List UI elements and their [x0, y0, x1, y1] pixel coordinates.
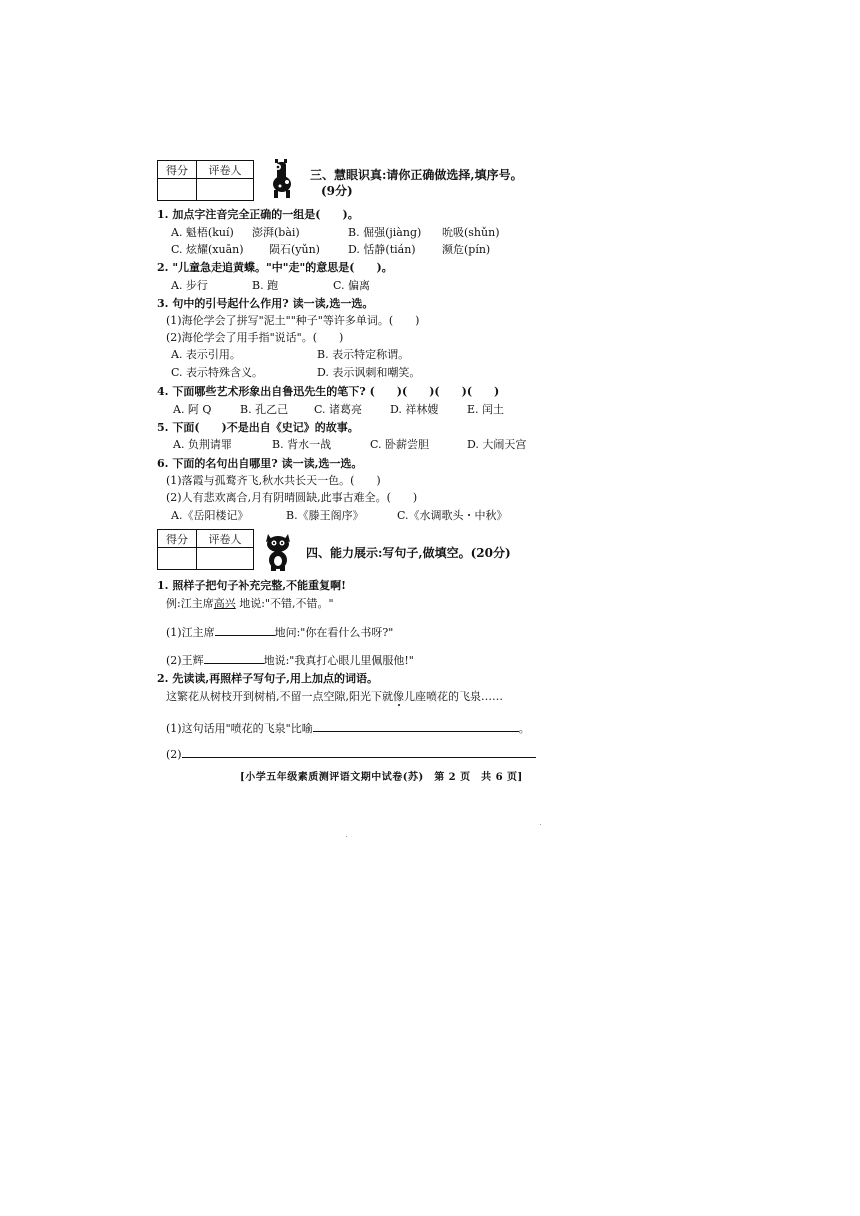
- s4-q1-stem: 1. 照样子把句子补充完整,不能重复啊!: [157, 579, 346, 592]
- answer-blank-4[interactable]: [182, 746, 536, 758]
- q2-option-a: A. 步行: [171, 279, 208, 292]
- q5-option-b: B. 背水一战: [272, 438, 332, 451]
- answer-2-prefix: (2): [166, 748, 182, 761]
- q6-option-c: C.《水调歌头・中秋》: [397, 509, 508, 522]
- q1-option-d2: 濒危(pín): [442, 243, 491, 256]
- s4-q2-answer-2: [166, 746, 536, 762]
- score-cell[interactable]: [158, 179, 197, 201]
- q1-option-a: A. 魁梧(kuí): [171, 226, 234, 239]
- sentence-1-suffix: 地问:"你在看什么书呀?": [274, 626, 394, 639]
- q6-option-a: A.《岳阳楼记》: [171, 509, 249, 522]
- score-box-section4: [157, 529, 254, 570]
- dotted-word: 像: [393, 690, 404, 703]
- q2-option-c: C. 偏离: [333, 279, 371, 292]
- sentence-1-prefix: (1)江主席: [166, 626, 215, 639]
- answer-blank-1[interactable]: [215, 624, 275, 636]
- grader-label: 评卷人: [197, 530, 254, 548]
- sentence-prefix: 这繁花从树枝开到树梢,不留一点空隙,阳光下就: [166, 690, 393, 703]
- q3-option-c: C. 表示特殊含义。: [171, 366, 264, 379]
- q3-sentence-2: (2)海伦学会了用手指"说话"。( ): [166, 331, 344, 344]
- q5-stem: 5. 下面( )不是出自《史记》的故事。: [157, 421, 359, 434]
- section3-points: (9分): [321, 184, 353, 198]
- q5-option-c: C. 卧薪尝胆: [370, 438, 430, 451]
- scan-speck: [346, 836, 347, 837]
- q3-option-d: D. 表示讽刺和嘲笑。: [317, 366, 421, 379]
- q3-sentence-1: (1)海伦学会了拼写"泥土""种子"等许多单词。( ): [166, 314, 420, 327]
- grader-cell[interactable]: [197, 179, 254, 201]
- q1-option-a2: 澎湃(bài): [252, 226, 300, 239]
- q5-option-d: D. 大闹天宫: [467, 438, 527, 451]
- q3-option-b: B. 表示特定称谓。: [317, 348, 410, 361]
- q3-option-a: A. 表示引用。: [171, 348, 241, 361]
- q2-stem: 2. "儿童急走追黄蝶。"中"走"的意思是( )。: [157, 261, 393, 274]
- example-suffix: 地说:"不错,不错。": [235, 597, 334, 610]
- q4-option-c: C. 诸葛亮: [314, 403, 363, 416]
- answer-blank-2[interactable]: [204, 652, 264, 664]
- q4-option-d: D. 祥林嫂: [390, 403, 439, 416]
- answer-blank-3[interactable]: [313, 720, 519, 732]
- score-label: 得分: [158, 161, 197, 179]
- score-box-section3: [157, 160, 254, 201]
- scan-speck: [540, 824, 541, 825]
- sentence-2-suffix: 地说:"我真打心眼儿里佩服他!": [263, 654, 414, 667]
- q1-option-d: D. 恬静(tián): [348, 243, 416, 256]
- answer-1-end: 。: [518, 722, 530, 735]
- q4-option-b: B. 孔乙己: [240, 403, 289, 416]
- q1-option-c: C. 炫耀(xuān): [171, 243, 244, 256]
- q1-stem: 1. 加点字注音完全正确的一组是( )。: [157, 208, 359, 221]
- answer-1-prefix: (1)这句话用"喷花的飞泉"比喻: [166, 722, 313, 735]
- grader-cell[interactable]: [197, 548, 254, 570]
- s4-q1-sentence-1: [166, 624, 393, 640]
- q5-option-a: A. 负荆请罪: [173, 438, 232, 451]
- section4-title: 四、能力展示:写句子,做填空。(20分): [306, 546, 511, 560]
- s4-q1-sentence-2: [166, 652, 414, 668]
- s4-q2-answer-1: [166, 720, 530, 736]
- sentence-suffix: 儿座喷花的飞泉……: [404, 690, 503, 703]
- q1-option-b: B. 倔强(jiàng): [348, 226, 422, 239]
- s4-q2-stem: 2. 先读读,再照样子写句子,用上加点的词语。: [157, 672, 378, 685]
- score-label: 得分: [158, 530, 197, 548]
- sentence-2-prefix: (2)王辉: [166, 654, 204, 667]
- q4-option-e: E. 闰土: [467, 403, 505, 416]
- example-prefix: 例:江主席: [166, 597, 214, 610]
- s4-q1-example: [166, 597, 334, 611]
- page-footer: [小学五年级素质测评语文期中试卷(苏) 第 2 页 共 6 页]: [240, 772, 523, 783]
- example-word: 高兴: [213, 597, 236, 610]
- cat-mascot-icon: [262, 530, 294, 572]
- score-cell[interactable]: [158, 548, 197, 570]
- q6-sentence-1: (1)落霞与孤鹜齐飞,秋水共长天一色。( ): [166, 474, 381, 487]
- q6-sentence-2: (2)人有悲欢离合,月有阴晴圆缺,此事古难全。( ): [166, 491, 418, 504]
- q6-stem: 6. 下面的名句出自哪里? 读一读,选一选。: [157, 457, 363, 470]
- s4-q2-sentence: [166, 690, 503, 704]
- q4-option-a: A. 阿 Q: [173, 403, 212, 416]
- q2-option-b: B. 跑: [252, 279, 279, 292]
- grader-label: 评卷人: [197, 161, 254, 179]
- q6-option-b: B.《滕王阁序》: [286, 509, 364, 522]
- giraffe-mascot-icon: [265, 158, 299, 200]
- q3-stem: 3. 句中的引号起什么作用? 读一读,选一选。: [157, 297, 374, 310]
- section3-title: 三、慧眼识真:请你正确做选择,填序号。: [310, 168, 523, 182]
- q1-option-c2: 陨石(yǔn): [269, 243, 320, 256]
- q4-stem: 4. 下面哪些艺术形象出自鲁迅先生的笔下? ( )( )( )( ): [157, 385, 500, 398]
- q1-option-b2: 吮吸(shǔn): [442, 226, 500, 239]
